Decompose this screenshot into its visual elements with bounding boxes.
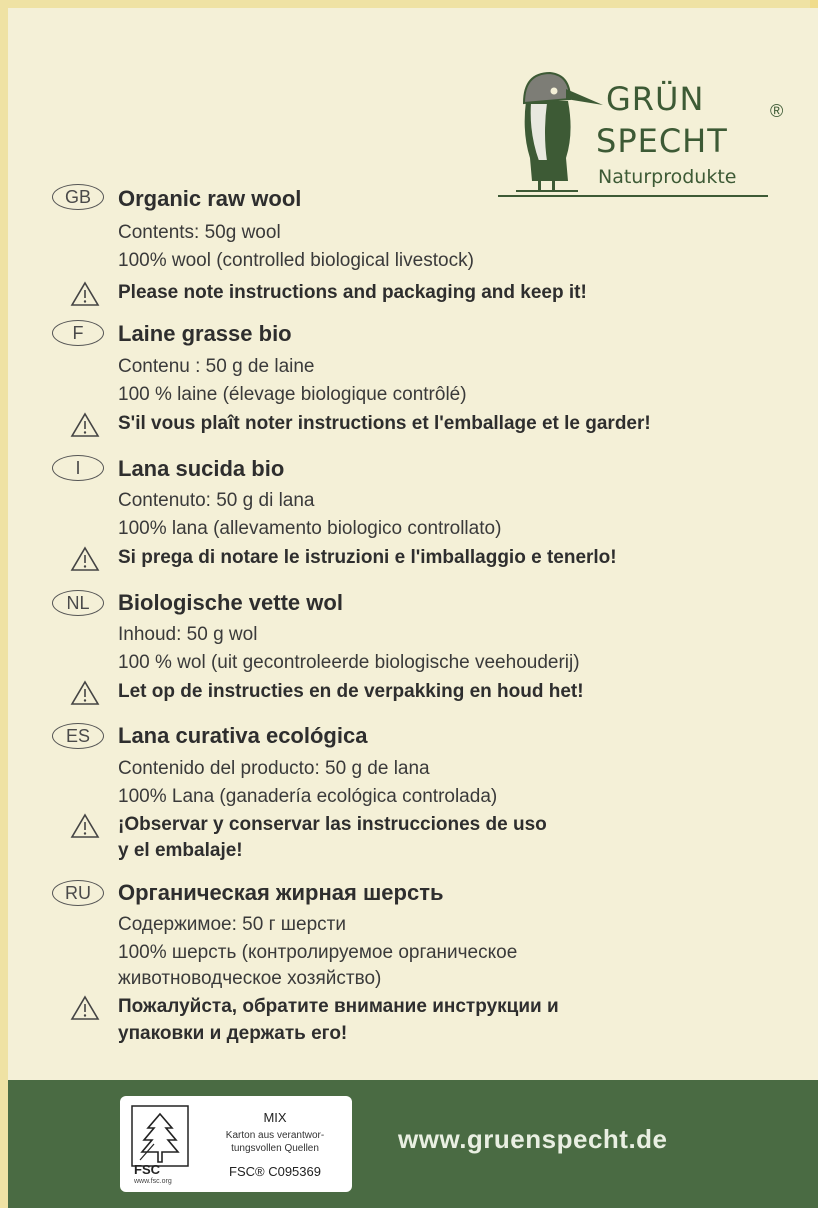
warning-text: упаковки и держать его! <box>118 1023 348 1044</box>
fsc-label <box>120 1096 352 1192</box>
fsc-text-line: tungsvollen Quellen <box>231 1143 319 1154</box>
warning-text: Пожалуйста, обратите внимание инструкции и <box>118 996 559 1017</box>
fsc-mix-label: MIX <box>263 1110 287 1125</box>
section-title: Органическая жирная шерсть <box>118 880 444 905</box>
fsc-text-line: Karton aus verantwor- <box>225 1130 325 1141</box>
language-badge: GB <box>52 184 104 210</box>
content-line: Содержимое: 50 г шерсти <box>118 914 346 935</box>
content-line: Contents: 50g wool <box>118 222 281 243</box>
language-badge: F <box>52 320 104 346</box>
content-line: 100 % laine (élevage biologique contrôlé) <box>118 384 467 405</box>
content-line: Contenuto: 50 g di lana <box>118 490 315 511</box>
warning-text: Si prega di notare le istruzioni e l'imballaggio e tenerlo! <box>118 547 617 568</box>
registered-mark: ® <box>770 101 784 121</box>
fsc-logo-url: www.fsc.org <box>134 1178 172 1185</box>
content-line: Inhoud: 50 g wol <box>118 624 258 645</box>
content-line: Contenu : 50 g de laine <box>118 356 315 377</box>
content-line: 100% lana (allevamento biologico controllato) <box>118 518 502 539</box>
brand-tagline: Naturprodukte <box>598 166 737 188</box>
tagline-underline <box>498 195 768 197</box>
footer-band <box>8 1080 818 1208</box>
package-back-panel <box>8 8 818 1200</box>
brand-name-line2: SPECHT <box>596 122 728 160</box>
language-badge: ES <box>52 723 104 749</box>
content-line: 100% шерсть (контролируемое органическое <box>118 942 518 963</box>
section-title: Biologische vette wol <box>118 590 343 615</box>
content-line: 100% Lana (ganadería ecológica controlada) <box>118 786 498 807</box>
warning-icon <box>70 813 100 839</box>
section-title: Organic raw wool <box>118 186 302 211</box>
warning-icon <box>70 995 100 1021</box>
language-badge: NL <box>52 590 104 616</box>
warning-text: y el embalaje! <box>118 840 243 861</box>
fsc-logo-word: FSC <box>134 1162 160 1177</box>
content-line: 100% wool (controlled biological livestock) <box>118 250 474 271</box>
warning-text: S'il vous plaît noter instructions et l'emballage et le garder! <box>118 413 651 434</box>
language-badge: RU <box>52 880 104 906</box>
warning-text: Let op de instructies en de verpakking en houd het! <box>118 681 584 702</box>
language-badge: I <box>52 455 104 481</box>
brand-logo <box>498 63 798 203</box>
section-title: Lana curativa ecológica <box>118 723 368 748</box>
warning-icon <box>70 546 100 572</box>
content-line: Contenido del producto: 50 g de lana <box>118 758 430 779</box>
woodpecker-icon <box>508 63 603 193</box>
fsc-license-code: FSC® C095369 <box>229 1164 321 1179</box>
warning-text: Please note instructions and packaging and keep it! <box>118 282 587 303</box>
warning-icon <box>70 412 100 438</box>
warning-text: ¡Observar y conservar las instrucciones de uso <box>118 814 547 835</box>
warning-icon <box>70 680 100 706</box>
content-line: 100 % wol (uit gecontroleerde biologische veehouderij) <box>118 652 580 673</box>
section-title: Laine grasse bio <box>118 321 292 346</box>
website-url: www.gruenspecht.de <box>398 1124 668 1154</box>
content-line: животноводческое хозяйство) <box>118 968 382 989</box>
warning-icon <box>70 281 100 307</box>
brand-name-line1: GRÜN <box>606 80 705 118</box>
section-title: Lana sucida bio <box>118 456 285 481</box>
